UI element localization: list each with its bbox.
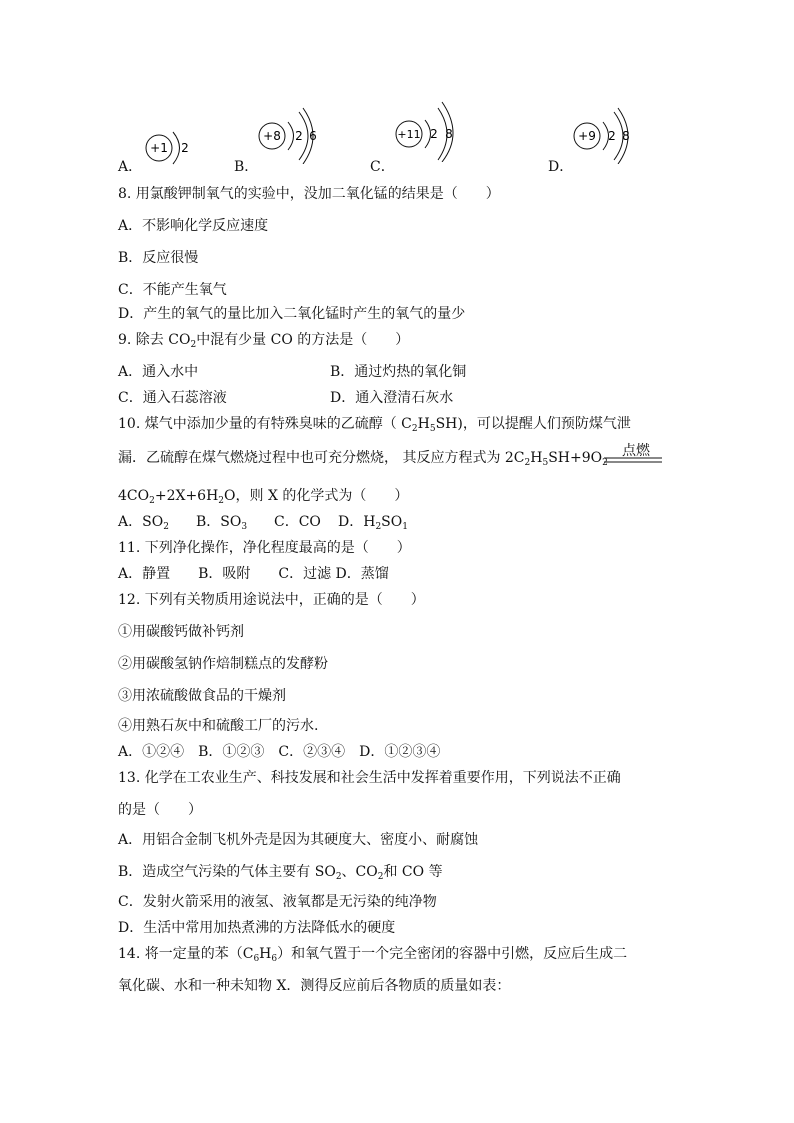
electron-count: 6 (309, 129, 317, 143)
electron-count: 2 (295, 129, 303, 143)
q12-item-3: ③用浓硫酸做食品的干燥剂 (118, 688, 286, 704)
q12-item-1: ①用碳酸钙做补钙剂 (118, 624, 244, 640)
q9-option-b: B．通过灼热的氧化铜 (330, 364, 467, 380)
q10-line-1: 10. 煤气中添加少量的有特殊臭味的乙硫醇（ $C_2H_5SH$)，可以提醒人们预防煤气泄 (118, 416, 631, 434)
q7-option-b-label: B． (234, 159, 259, 175)
q10-line-2: 漏．乙硫醇在煤气燃烧过程中也可充分燃烧， 其反应方程式为 $2C_2H_5SH+9O_2$ (118, 450, 608, 468)
q9-option-c: C．通入石蕊溶液 (118, 390, 227, 406)
q13-stem-line-1: 13. 化学在工农业生产、科技发展和社会生活中发挥着重要作用，下列说法不正确 (118, 770, 621, 786)
q12-options: A．①②④ B．①②③ C．②③④ D．①②③④ (118, 744, 441, 760)
q13-option-c: C．发射火箭采用的液氢、液氧都是无污染的纯净物 (118, 894, 437, 910)
q13-option-b: B．造成空气污染的气体主要有 $SO_2$、$CO_2$和 CO 等 (118, 864, 443, 882)
q8-stem: 8. 用氯酸钾制氧气的实验中，没加二氧化锰的结果是（ ） (118, 186, 500, 202)
electron-count: 2 (181, 141, 189, 155)
q12-item-4: ④用熟石灰中和硫酸工厂的污水. (118, 718, 319, 734)
q12-item-2: ②用碳酸氢钠作焙制糕点的发酵粉 (118, 656, 328, 672)
nucleus-charge: +1 (150, 141, 168, 155)
nucleus-charge: +8 (263, 129, 281, 143)
electron-count: 8 (622, 129, 630, 143)
q10-options (118, 512, 408, 532)
q9-option-a: A．通入水中 (118, 364, 199, 380)
q10-option-a: A．$SO_2$ (118, 514, 169, 532)
q9-option-d: D．通入澄清石灰水 (330, 390, 454, 406)
q10-option-c: C．CO (274, 514, 321, 530)
electron-count: 2 (608, 129, 616, 143)
q13-option-d: D．生活中常用加热煮沸的方法降低水的硬度 (118, 920, 396, 936)
q10-option-d: D．$H_2SO_1$ (338, 514, 408, 532)
reaction-condition-label: 点燃 (622, 443, 650, 459)
q11-options: A．静置 B．吸附 C．过滤 D．蒸馏 (118, 566, 389, 582)
q7-option-a-label: A． (118, 159, 143, 175)
q14-line-1: 14. 将一定量的苯$(C_6H_6)$和氧气置于一个完全密闭的容器中引燃，反应后生成二 (118, 946, 628, 964)
nucleus-charge: +9 (578, 129, 596, 143)
electron-count: 2 (430, 127, 438, 141)
atom-diagram-a (140, 118, 200, 174)
q8-option-a: A．不影响化学反应速度 (118, 218, 269, 234)
electron-shell-arc (173, 132, 180, 164)
q11-stem: 11. 下列净化操作，净化程度最高的是（ ） (118, 540, 411, 556)
atom-diagram-b (255, 104, 335, 164)
q13-option-a: A．用铝合金制飞机外壳是因为其硬度大、密度小、耐腐蚀 (118, 832, 479, 848)
q7-option-c-label: C． (370, 159, 395, 175)
q9-stem: 9. 除去 $CO_2$中混有少量 CO 的方法是（ ） (118, 332, 410, 350)
q7-option-d-label: D． (548, 159, 574, 175)
equals-sign-arrow (604, 456, 662, 464)
electron-shell-arc (288, 122, 294, 150)
electron-count: 8 (445, 127, 453, 141)
nucleus-charge: +11 (397, 128, 421, 141)
q8-option-c: C．不能产生氧气 (118, 282, 227, 298)
atom-diagram-c (392, 100, 472, 162)
atom-diagram-d (570, 104, 650, 164)
q10-line-3: $4CO_2+2X+6H_2O$，则 X 的化学式为（ ） (118, 488, 409, 506)
q13-stem-line-2: 的是（ ） (118, 802, 202, 818)
q8-option-d: D．产生的氧气的量比加入二氧化锰时产生的氧气的量少 (118, 306, 466, 322)
q8-option-b: B．反应很慢 (118, 250, 199, 266)
q14-line-2: 氧化碳、水和一种未知物 X．测得反应前后各物质的质量如表： (118, 978, 511, 994)
q12-stem: 12. 下列有关物质用途说法中，正确的是（ ） (118, 592, 425, 608)
q10-option-b: B．$SO_3$ (196, 514, 248, 532)
